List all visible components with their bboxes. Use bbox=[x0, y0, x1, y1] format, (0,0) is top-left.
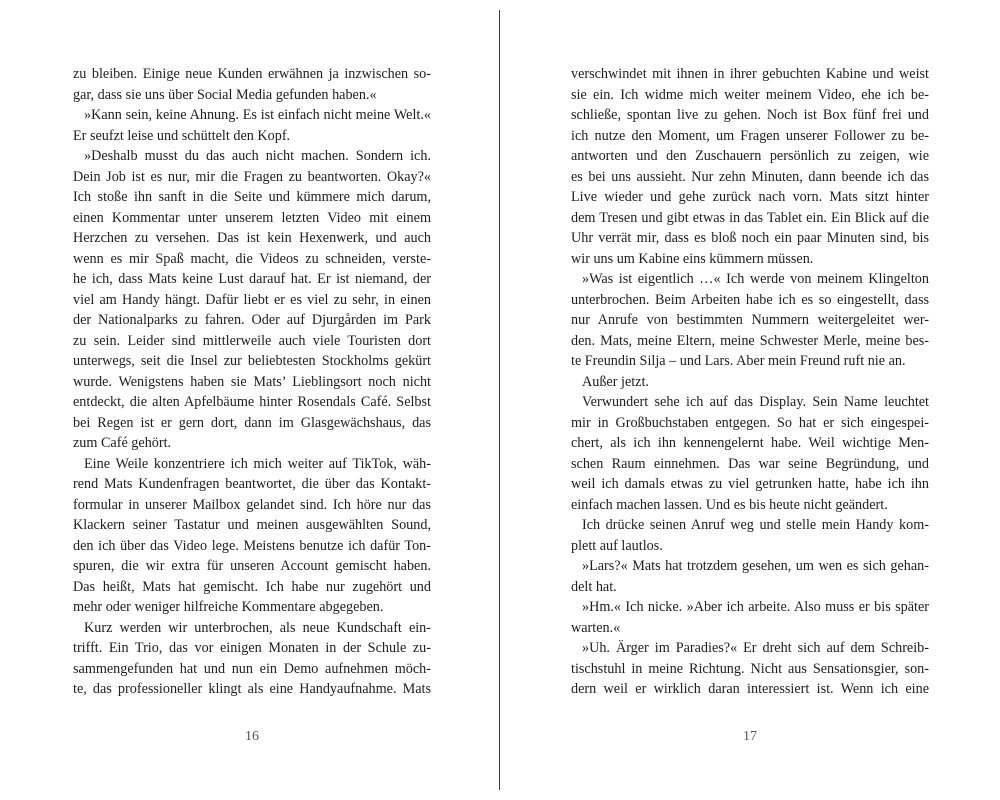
text-line: plett auf lautlos. bbox=[571, 537, 663, 554]
text-line: zu sein. Leider sind mittlerweile auch viele Touristen dort bbox=[73, 332, 431, 349]
text-line: Live wieder und gehe zurück nach vorn. Mats sitzt hinter bbox=[571, 189, 929, 205]
text-line: Ich stoße ihn sanft in die Seite und kümmere mich darum, bbox=[73, 189, 431, 205]
text-line: gar, dass sie uns über Social Media gefunden haben.« bbox=[73, 86, 377, 103]
text-line: Herzchen zu versehen. Das ist kein Hexenwerk, und auch bbox=[73, 230, 431, 246]
text-line: Dein Job ist es nur, mir die Fragen zu beantworten. Okay?« bbox=[73, 168, 431, 185]
text-line: Eine Weile konzentriere ich mich weiter auf TikTok, wäh- bbox=[84, 455, 431, 472]
text-line: einen Kommentar unter unserem letzten Video mit einem bbox=[73, 209, 431, 226]
left-page-text bbox=[73, 64, 431, 700]
page-gutter-divider bbox=[499, 10, 500, 790]
text-line: Verwundert sehe ich auf das Display. Sein Name leuchtet bbox=[582, 394, 929, 410]
text-line: delt hat. bbox=[571, 578, 617, 595]
text-line: den. Mats, meine Eltern, meine Schwester Merle, meine bes- bbox=[571, 332, 929, 349]
text-line: Ich drücke seinen Anruf weg und stelle mein Handy kom- bbox=[582, 517, 929, 533]
text-line: Klackern seiner Tastatur und meinen ausgewählten Sound, bbox=[73, 517, 431, 533]
text-line: tischstuhl in meine Richtung. Nicht aus Sensationsgier, son- bbox=[571, 660, 929, 677]
text-line: der Nationalparks zu fahren. Oder auf Djurgården im Park bbox=[73, 312, 431, 328]
text-line: Außer jetzt. bbox=[582, 373, 649, 390]
text-line: sammengefunden hat und nun ein Demo aufnehmen möch- bbox=[73, 660, 431, 677]
page-number-left: 16 bbox=[245, 729, 259, 744]
text-line: spuren, die wir extra für unseren Account gemischt haben. bbox=[73, 558, 431, 574]
page-number-right: 17 bbox=[743, 729, 757, 744]
text-line: warten.« bbox=[571, 619, 621, 636]
text-line: verschwindet mit ihnen in ihrer gebuchten Kabine und weist bbox=[571, 66, 929, 82]
text-line: dern weil er wirklich daran interessiert ist. Wenn ich eine bbox=[571, 681, 929, 697]
text-line: »Was ist eigentlich …« Ich werde von meinem Klingelton bbox=[582, 271, 929, 287]
text-line: einfach machen lassen. Und es bis heute nicht geändert. bbox=[571, 496, 888, 513]
text-line: bei Regen ist er gern dort, dann im Glasgewächshaus, das bbox=[73, 414, 431, 431]
text-line: »Hm.« Ich nicke. »Aber ich arbeite. Also muss er bis später bbox=[582, 599, 929, 615]
text-line: unterwegs, seit die Insel zur beliebtesten Stockholms gekürt bbox=[73, 353, 431, 369]
text-line: te, das professioneller klingt als eine Handyaufnahme. Mats bbox=[73, 681, 431, 697]
text-line: »Lars?« Mats hat trotzdem gesehen, um wen es sich gehan- bbox=[582, 558, 929, 574]
text-line: Uhr verrät mir, dass es bloß noch ein paar Minuten sind, bis bbox=[571, 230, 929, 246]
text-line: mehr oder weniger hilfreiche Kommentare abgegeben. bbox=[73, 599, 384, 615]
text-line: dem Tresen und gibt etwas in das Tablet ein. Ein Blick auf die bbox=[571, 209, 929, 226]
text-line: zu bleiben. Einige neue Kunden erwähnen ja inzwischen so- bbox=[73, 66, 431, 82]
text-line: trifft. Ein Trio, das vor einigen Monaten in der Schule zu- bbox=[73, 640, 431, 656]
text-line: Er seufzt leise und schüttelt den Kopf. bbox=[73, 127, 291, 144]
text-line: zum Café gehört. bbox=[73, 435, 172, 451]
text-line: den ich über das Video lege. Meistens benutze ich dafür Ton- bbox=[73, 537, 431, 554]
text-line: schen Raum einnehmen. Das war seine Begründung, und bbox=[571, 455, 929, 472]
text-line: wurde. Wenigstens haben sie Mats’ Lieblingsort noch nicht bbox=[73, 373, 431, 390]
text-line: chert, als ich ihn kennengelernt habe. Weil wichtige Men- bbox=[571, 435, 929, 451]
text-line: sie ein. Ich widme mich weiter meinem Video, ehe ich be- bbox=[571, 86, 929, 103]
text-line: mir in Großbuchstaben entgegen. So hat er sich eingespei- bbox=[571, 414, 929, 431]
text-line: »Uh. Ärger im Paradies?« Er dreht sich auf dem Schreib- bbox=[582, 640, 929, 656]
right-page-text bbox=[571, 64, 929, 700]
text-line: nur Anrufe von bestimmten Nummern weitergeleitet wer- bbox=[571, 312, 929, 328]
text-line: wenn es mir Spaß macht, die Videos zu schneiden, verste- bbox=[73, 250, 431, 267]
text-line: »Deshalb musst du das auch nicht machen. Sondern ich. bbox=[84, 148, 431, 164]
text-line: weil ich damals etwas zu viel getrunken hatte, habe ich ihn bbox=[571, 476, 929, 492]
text-line: formular in unserer Mailbox gelandet sind. Ich höre nur das bbox=[73, 496, 431, 513]
text-line: schließe, spontan live zu gehen. Noch ist Box fünf frei und bbox=[571, 107, 929, 123]
text-line: Das heißt, Mats hat gemischt. Ich habe nur zugehört und bbox=[73, 578, 431, 595]
text-line: he ich, dass Mats keine Lust darauf hat. Er ist niemand, der bbox=[73, 271, 431, 287]
text-line: »Kann sein, keine Ahnung. Es ist einfach nicht meine Welt.« bbox=[84, 107, 431, 123]
text-line: entdeckt, die alten Apfelbäume hinter Rosendals Café. Selbst bbox=[73, 394, 431, 410]
text-line: wir uns um Kabine eins kümmern müssen. bbox=[571, 250, 814, 267]
text-line: rend Mats Kundenfragen beantwortet, die über das Kontakt- bbox=[73, 476, 431, 492]
text-line: es bei uns aussieht. Nur zehn Minuten, dann beende ich das bbox=[571, 168, 929, 185]
text-line: viel am Handy hängt. Dafür liebt er es viel zu sehr, in einen bbox=[73, 291, 431, 308]
text-line: Kurz werden wir unterbrochen, als neue Kundschaft ein- bbox=[84, 619, 431, 636]
text-line: te Freundin Silja – und Lars. Aber mein Freund ruft nie an. bbox=[571, 353, 906, 369]
text-line: antworten und den Zuschauern persönlich zu zeigen, wie bbox=[571, 148, 929, 164]
text-line: ich nutze den Moment, um Fragen unserer Follower zu be- bbox=[571, 127, 929, 144]
text-line: unterbrochen. Beim Arbeiten habe ich es so eingestellt, dass bbox=[571, 291, 929, 308]
